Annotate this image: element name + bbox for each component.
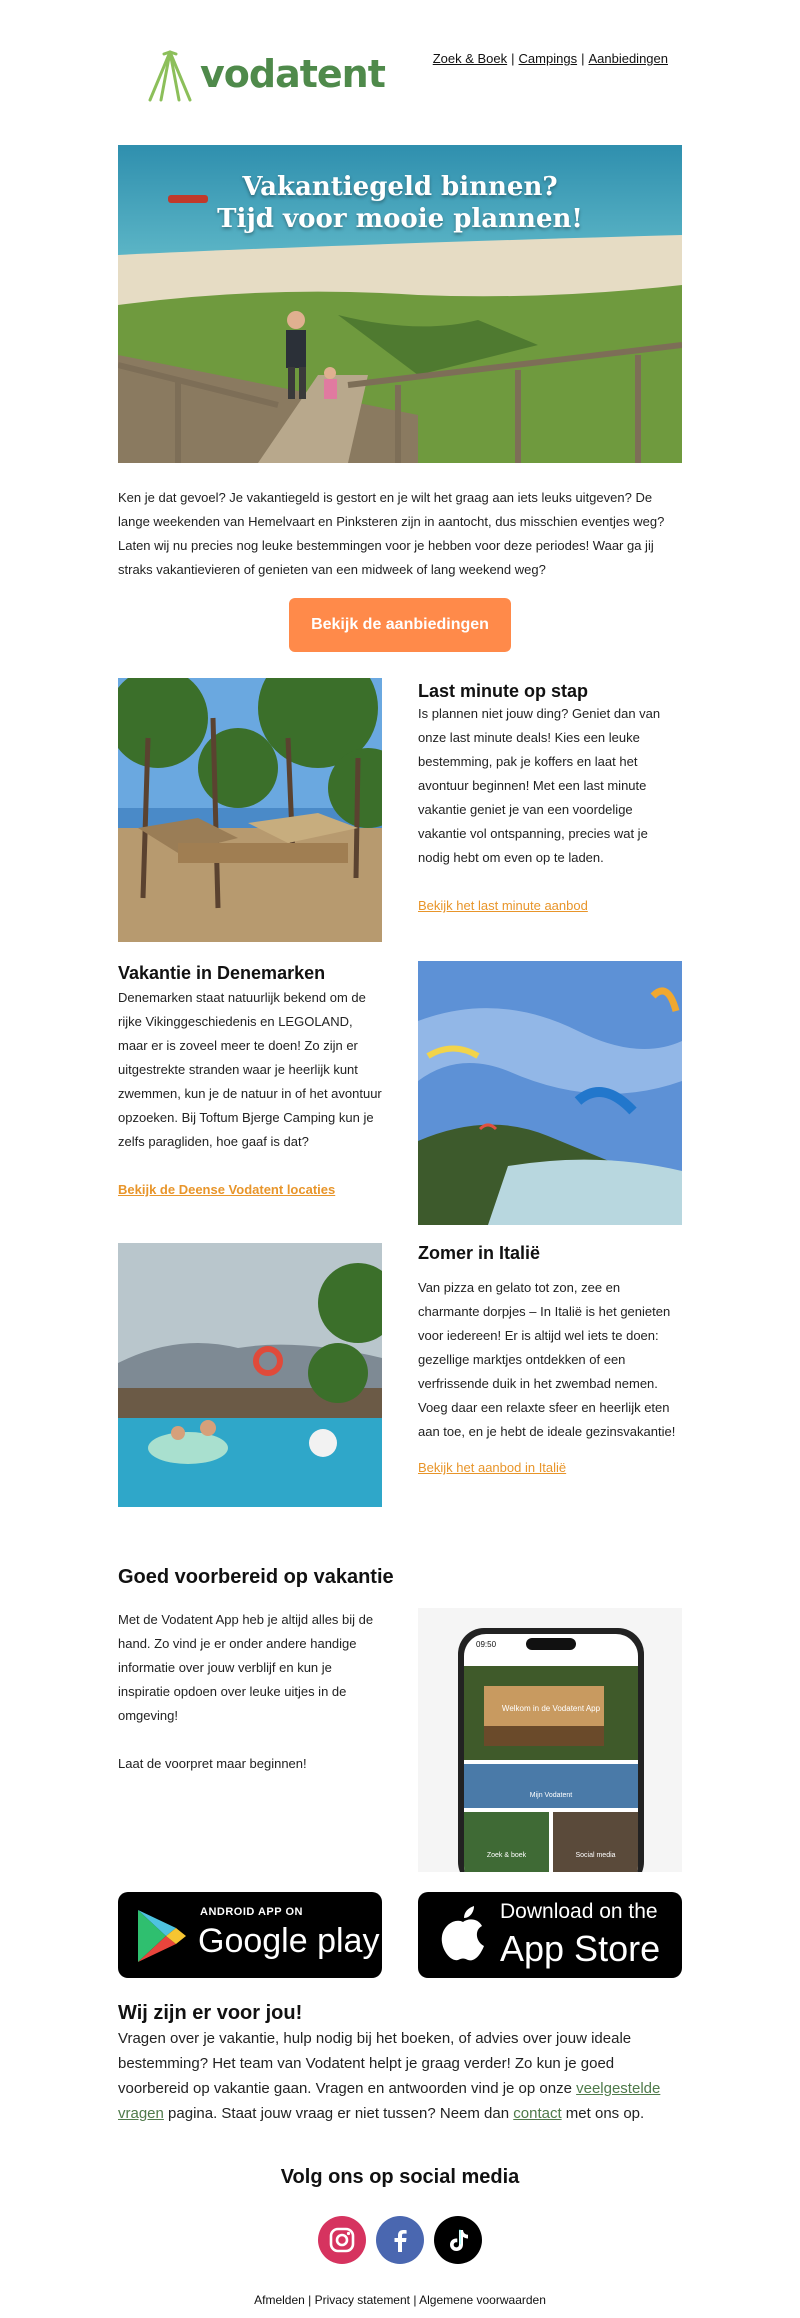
google-play-small-text: ANDROID APP ON — [200, 1906, 303, 1918]
nav-separator: | — [581, 51, 585, 66]
pool-image — [118, 1243, 382, 1507]
phone-tile-mijn-vodatent — [464, 1764, 638, 1808]
italy-photo[interactable] — [118, 1243, 382, 1507]
hero-title-line1: Vakantiegeld binnen? — [242, 172, 558, 202]
hero-banner[interactable] — [118, 145, 682, 463]
contact-link[interactable]: contact — [513, 2105, 562, 2122]
block-text-last-minute: Is plannen niet jouw ding? Geniet dan van onze last minute deals! Kies een leuke bestemming, pak je koffers en laat het avontuur beginnen! Met een last minute vakantie geniet je van een voordelige vakantie vol ontspanning, precies wat je nodig hebt om even op te laden. — [418, 706, 661, 865]
footer-separator: | — [308, 2293, 312, 2307]
social-title: Volg ons op social media — [280, 2166, 520, 2188]
phone-tile-zoek-boek — [464, 1812, 549, 1872]
apple-icon — [438, 1906, 488, 1964]
last-minute-link[interactable]: Bekijk het last minute aanbod — [418, 898, 588, 913]
phone-hero-image — [464, 1666, 638, 1760]
phone-notch — [526, 1638, 576, 1650]
instagram-icon[interactable] — [318, 2216, 366, 2264]
phone-time: 09:50 — [476, 1640, 497, 1649]
footer-separator: | — [413, 2293, 417, 2307]
help-title: Wij zijn er voor jou! — [118, 2002, 303, 2024]
nav-separator: | — [511, 51, 515, 66]
phone-tile-label: Zoek & boek — [486, 1852, 527, 1859]
help-text — [118, 2026, 682, 2126]
facebook-icon[interactable] — [376, 2216, 424, 2264]
italy-offers-link[interactable]: Bekijk het aanbod in Italië — [418, 1460, 567, 1475]
app-phone-mockup[interactable] — [418, 1608, 682, 1872]
phone-tile-label: Social media — [575, 1852, 616, 1859]
intro-text: Ken je dat gevoel? Je vakantiegeld is gestort en je wilt het graag aan iets leuks uitgeven? De lange weekenden van Hemelvaart en Pinksteren zijn in aantocht, dus misschien eventjes weg? Laten wij nu precies nog leuke bestemmingen voor je hebben voor deze periodes! Waar ga jij straks vakantievieren of genieten van een midweek of lang weekend weg? — [118, 490, 665, 577]
block-title-last-minute: Last minute op stap — [418, 681, 589, 701]
denmark-locations-link[interactable]: Bekijk de Deense Vodatent locaties — [118, 1182, 336, 1197]
phone-tile-social — [553, 1812, 638, 1872]
nav-zoek-boek[interactable]: Zoek & Boek — [432, 51, 508, 66]
view-offers-button[interactable]: Bekijk de aanbiedingen — [289, 598, 511, 652]
help-text-part2: pagina. Staat jouw vraag er niet tussen? Neem dan — [163, 2105, 514, 2122]
unsubscribe-link[interactable]: Afmelden — [254, 2293, 305, 2307]
google-play-big-text: Google play — [198, 1922, 380, 1960]
top-navigation — [433, 51, 668, 66]
block-title-italie: Zomer in Italië — [418, 1243, 541, 1263]
app-store-big-text: App Store — [500, 1928, 661, 1969]
help-text-part3: met ons op. — [561, 2105, 645, 2122]
tiktok-icon[interactable] — [434, 2216, 482, 2264]
vodatent-logo[interactable] — [144, 48, 385, 106]
last-minute-photo[interactable] — [118, 678, 382, 942]
faq-link[interactable]: veelgestelde vragen — [118, 2080, 661, 2122]
app-section-text: Met de Vodatent App heb je altijd alles bij de hand. Zo vind je er onder andere handige informatie over jouw verblijf en kun je inspiratie opdoen over leuke uitjes in de omgeving! — [118, 1612, 374, 1723]
block-title-denemarken: Vakantie in Denemarken — [118, 963, 326, 983]
app-section-text-2: Laat de voorpret maar beginnen! — [118, 1756, 307, 1771]
phone-welcome-text: Welkom in de Vodatent App — [501, 1704, 601, 1713]
footer — [0, 2293, 800, 2307]
denmark-photo[interactable] — [418, 961, 682, 1225]
terms-link[interactable]: Algemene voorwaarden — [419, 2293, 546, 2307]
paragliders-image — [418, 961, 682, 1225]
phone-tile-label: Mijn Vodatent — [529, 1792, 573, 1799]
nav-campings[interactable]: Campings — [518, 51, 578, 66]
phone-frame — [458, 1628, 644, 1872]
brand-name: vodatent — [200, 52, 385, 96]
tent-logo-icon — [144, 48, 196, 106]
hero-title-line2: Tijd voor mooie plannen! — [217, 204, 583, 234]
privacy-statement-link[interactable]: Privacy statement — [314, 2293, 410, 2307]
forest-tents-image — [118, 678, 382, 942]
google-play-icon — [136, 1908, 188, 1964]
google-play-badge[interactable] — [118, 1892, 382, 1978]
block-text-italie: Van pizza en gelato tot zon, zee en charmante dorpjes – In Italië is het genieten voor iedereen! Er is altijd wel iets te doen: gezellige marktjes ontdekken of een verfrissende duik in het zwembad nemen. Voeg daar een relaxte sfeer en heerlijk eten aan toe, en je hebt de ideale gezinsvakantie! — [418, 1280, 676, 1439]
block-text-denemarken: Denemarken staat natuurlijk bekend om de rijke Vikinggeschiedenis en LEGOLAND, maar er is zoveel meer te doen! Zo zijn er uitgestrekte stranden waar je heerlijk kunt zwemmen, kun je de natuur in of het avontuur opzoeken. Bij Toftum Bjerge Camping kun je zelfs paragliden, hoe gaaf is dat? — [118, 990, 382, 1149]
hero-title — [118, 171, 682, 235]
app-store-badge[interactable] — [418, 1892, 682, 1978]
app-section-title: Goed voorbereid op vakantie — [118, 1566, 394, 1588]
phone-screen — [464, 1634, 638, 1872]
email-header — [118, 40, 682, 110]
nav-aanbiedingen[interactable]: Aanbiedingen — [588, 51, 668, 66]
help-text-part1: Vragen over je vakantie, hulp nodig bij het boeken, of advies over jouw ideale bestemming? Het team van Vodatent helpt je graag verder! Zo kun je goed voorbereid op vakantie gaan. Vragen en antwoorden vind je op onze — [118, 2030, 632, 2097]
app-store-small-text: Download on the — [500, 1900, 658, 1923]
